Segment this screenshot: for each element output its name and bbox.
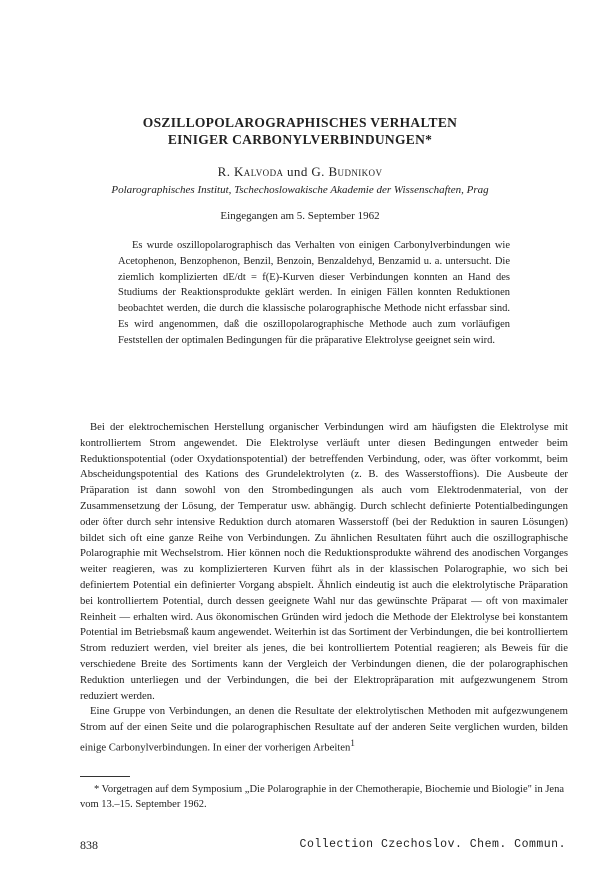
received-date: Eingegangen am 5. September 1962 — [220, 210, 380, 222]
footnote: * Vorgetragen auf dem Symposium „Die Polarographie in der Chemotherapie, Biochemie und Biologie" in Jena vom 13.–15. September 1962. — [80, 784, 564, 810]
author-2: G. Budnikov — [311, 164, 383, 179]
title-line-2: EINIGER CARBONYLVERBINDUNGEN* — [167, 132, 433, 147]
body-paragraph-1: Bei der elektrochemischen Herstellung organischer Verbindungen wird am häufigsten die Elektrolyse mit kontrolliertem Strom angewendet. Die Elektrolyse verläuft unter diesen Bedingungen entweder beim Reduktionspotential (oder Oxydationspotential) der betreffenden Verbindung, oder, was öfter vorkommt, beim Abscheidungspotential des Kations des Grundelektrolyten (z. B. des Wasserstoffions). Die Ausbeute der Präparation ist dann sowohl von den Strombedingungen als auch vom Elektrodenmaterial, von der Zusammensetzung der Lösung, der Temperatur usw. abhängig. Durch schlecht definierte Potentialbedingungen oder öfter durch sehr intensive Reduktion durch atomaren Wasserstoff (bei der Reduktion in sauren Lösungen) bildet sich oft eine ganze Reihe von Verbindungen. Zu ähnlichen Resultaten führt auch die oszillographische Polarographie mit Wechselstrom. Hier können noch die Reduktionsprodukte während des anodischen Vorganges weiter reagieren, was zu komplizierteren Kurven führt als in der klassischen Polarographie, wo sich bei definiertem Potential ein definierter Vorgang abspielt. Ähnlich eindeutig ist auch die elektrolytische Präparation bei kontrolliertem Potential, durch dessen geeignete Wahl nur das gewünschte Präparat — oft von maximaler Reinheit — erhalten wird. Aus ökonomischen Gründen wird jedoch die Methode der Elektrolyse bei konstantem Potential im Betriebsmaß kaum angewendet. Weiterhin ist das Sortiment der Verbindungen, die bei kontrolliertem Strom reduziert werden, viel breiter als jenes, die bei kontrolliertem Potential reagieren; als Beweis für die verschiedene Breite des Sortiments kann der Vergleich der Verbindungen dienen, die der polarographischen Reduktion unterliegen und der Verbindungen, die bei der Elektropräparation mit aufgezwungenem Strom reduziert werden. — [80, 421, 568, 702]
article-title — [0, 114, 600, 148]
body-paragraph-2-text: Eine Gruppe von Verbindungen, an denen die Resultate der elektrolytischen Methoden mit aufgezwungenem Strom auf der einen Seite und die polarographischen Resultate auf der anderen Seite verglichen wurden, bilden einige Carbonylverbindungen. In einer der vorherigen Arbeiten — [80, 705, 568, 754]
body-paragraph-2 — [80, 704, 568, 756]
reference-marker: 1 — [350, 737, 355, 748]
journal-name: Collection Czechoslov. Chem. Commun. — [299, 838, 566, 851]
footnote-rule — [80, 776, 130, 777]
institute: Polarographisches Institut, Tschechoslowakische Akademie der Wissenschaften, Prag — [111, 184, 489, 196]
page-number: 838 — [80, 838, 98, 852]
authors — [0, 164, 600, 180]
body-text — [80, 420, 568, 756]
author-1: R. Kalvoda — [217, 164, 284, 179]
author-conjunction: und — [287, 164, 308, 179]
abstract: Es wurde oszillopolarographisch das Verhalten von einigen Carbonylverbindungen wie Acetophenon, Benzophenon, Benzil, Benzoin, Benzaldehyd, Benzamid u. a. untersucht. Die ziemlich komplizierten dE/dt = f(E)-Kurven dieser Verbindungen konnten an Hand des Studiums der Reaktionsprodukte geklärt werden. In einigen Fällen konnten Reduktionen beobachtet werden, die durch die klassische polarographische Methode nicht erfassbar sind. Es wird angenommen, daß die oszillopolarographische Methode auch zum vorläufigen Feststellen der optimalen Bedingungen für die präparative Elektrolyse geeignet sein wird. — [118, 240, 510, 346]
title-line-1: OSZILLOPOLAROGRAPHISCHES VERHALTEN — [142, 115, 458, 130]
